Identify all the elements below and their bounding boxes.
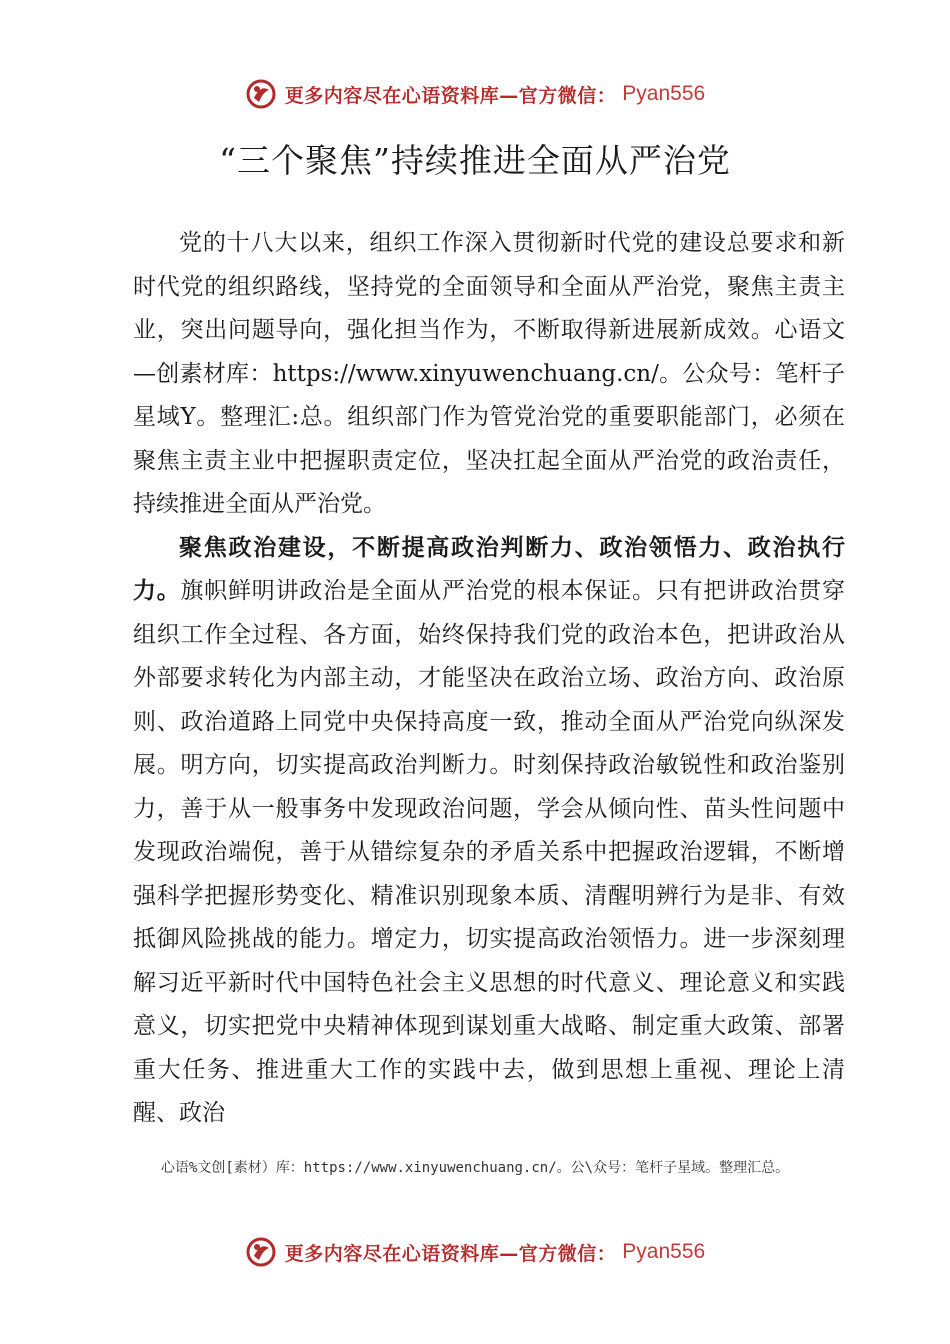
header-wechat-id: Pyan556 — [622, 82, 706, 105]
xinyu-logo-icon — [245, 1236, 277, 1268]
paragraph-text: 党的十八大以来，组织工作深入贯彻新时代党的建设总要求和新时代党的组织路线，坚持党的全面领导和全面从严治党，聚焦主责主业，突出问题导向，强化担当作为，不断取得新进展新成效。心语文—创素材库：https://www.xinyuwenchuang.cn/。公众号：笔杆子星域Y。整理汇:总。组织部门作为管党治党的重要职能部门，必须在聚焦主责主业中把握职责定位，坚决扛起全面从严治党的政治责任，持续推进全面从严治党。 — [133, 230, 845, 517]
header-banner-text: 更多内容尽在心语资料库—官方微信： — [284, 84, 617, 107]
page-title: “三个聚焦”持续推进全面从严治党 — [219, 141, 731, 180]
paragraph-lead-heading: 聚焦政治建设，不断提高政治判断力、政治领悟力、政治执行力。 — [133, 534, 845, 604]
paragraph-intro — [133, 222, 845, 527]
paragraph-political-building — [133, 527, 845, 1136]
header-banner — [0, 74, 950, 114]
paragraph-text: 旗帜鲜明讲政治是全面从严治党的根本保证。只有把讲政治贯穿组织工作全过程、各方面，始终保持我们党的政治本色，把讲政治从外部要求转化为内部主动，才能坚决在政治立场、政治方向、政治原则、政治道路上同党中央保持高度一致，推动全面从严治党向纵深发展。明方向，切实提高政治判断力。时刻保持政治敏锐性和政治鉴别力，善于从一般事务中发现政治问题，学会从倾向性、苗头性问题中发现政治端倪，善于从错综复杂的矛盾关系中把握政治逻辑，不断增强科学把握形势变化、精准识别现象本质、清醒明辨行为是非、有效抵御风险挑战的能力。增定力，切实提高政治领悟力。进一步深刻理解习近平新时代中国特色社会主义思想的时代意义、理论意义和实践意义，切实把党中央精神体现到谋划重大战略、制定重大政策、部署重大任务、推进重大工作的实践中去，做到思想上重视、理论上清醒、政治 — [133, 578, 846, 1126]
footer-banner — [0, 1232, 950, 1272]
article-body — [133, 222, 845, 1136]
footer-wechat-id: Pyan556 — [622, 1240, 706, 1263]
footer-source-note: 心语%文创[素材）库：https://www.xinyuwenchuang.cn/。公\众号：笔杆子星域。整理汇总。 — [160, 1160, 790, 1176]
footer-banner-text: 更多内容尽在心语资料库—官方微信： — [284, 1242, 617, 1265]
xinyu-logo-icon — [245, 78, 277, 110]
